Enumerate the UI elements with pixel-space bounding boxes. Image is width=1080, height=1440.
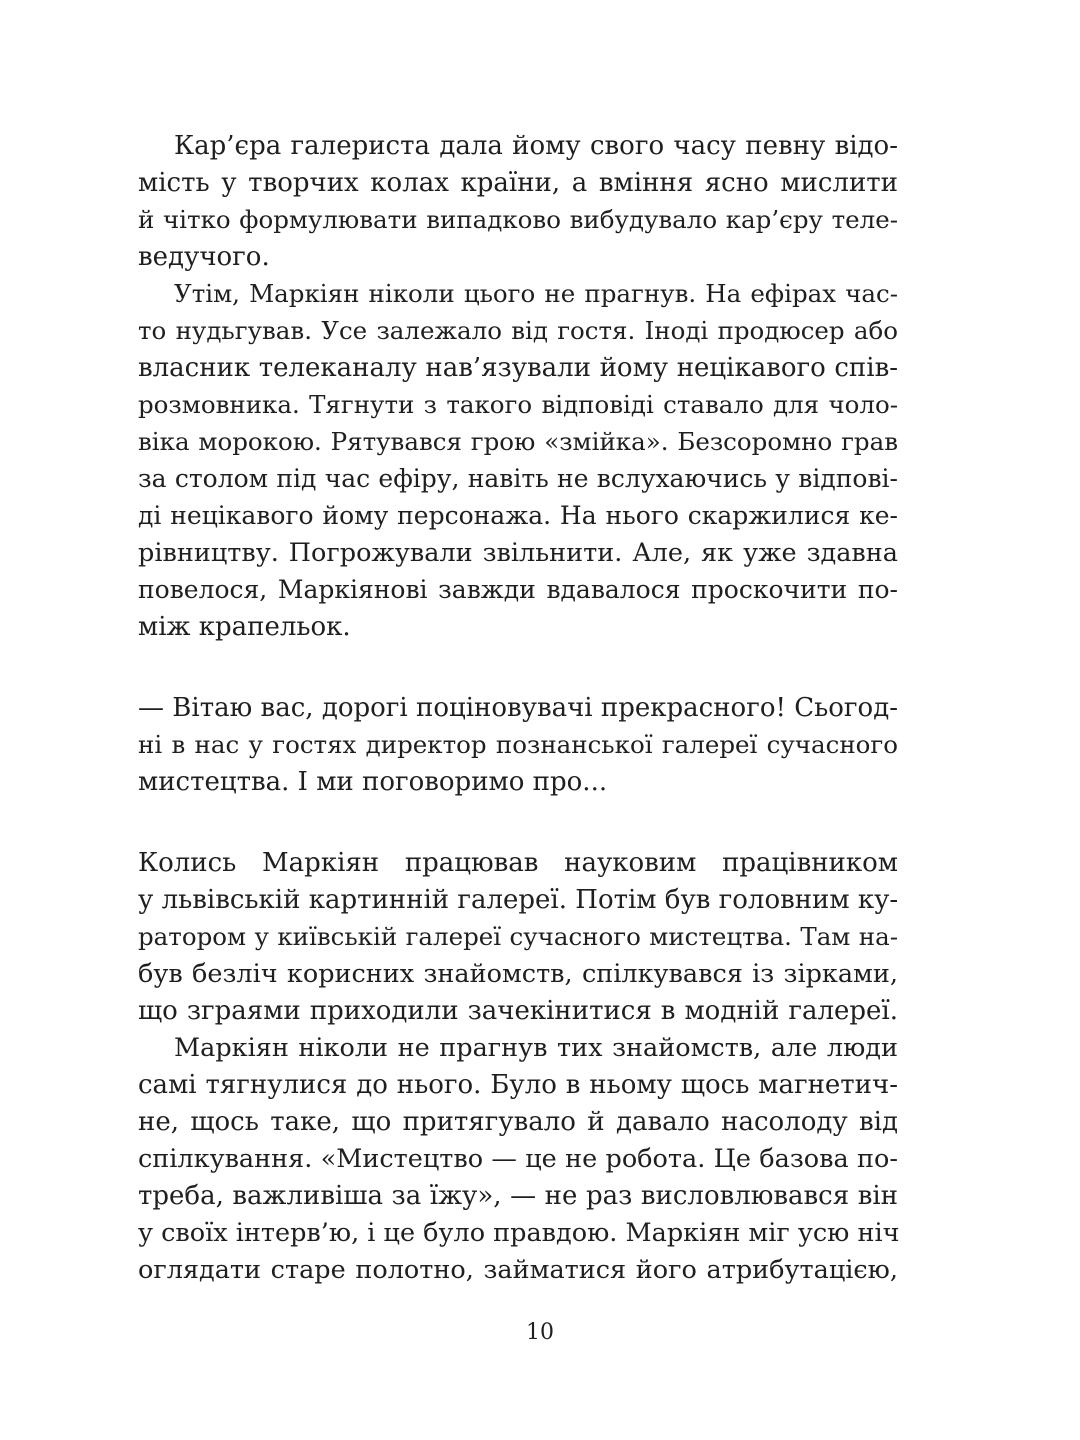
- text-line: Кар’єра галериста дала йому свого часу певну відо-: [174, 131, 898, 161]
- text-line: мистецтва. І ми поговоримо про...: [138, 767, 608, 797]
- text-line: ні в нас у гостях директор познанської галереї сучасного: [138, 730, 898, 759]
- text-line: Колись Маркіян працював науковим працівником: [138, 848, 898, 878]
- text-line: треба, важливіша за їжу», — не раз висловлювався він: [138, 1181, 898, 1211]
- text-line: мість у творчих колах країни, а вміння ясно мислити: [138, 168, 898, 198]
- text-line: у своїх інтерв’ю, і це було правдою. Маркіян міг усю ніч: [138, 1218, 900, 1248]
- text-line: у львівській картинній галереї. Потім був головним ку-: [138, 885, 899, 915]
- text-line: Маркіян ніколи не прагнув тих знайомств, але люди: [174, 1033, 898, 1063]
- text-line: рівництву. Погрожували звільнити. Але, як уже здавна: [138, 538, 898, 568]
- page-number: 10: [526, 1320, 554, 1345]
- text-line: ратором у київській галереї сучасного мистецтва. Там на-: [138, 922, 898, 951]
- text-line: самі тягнулися до нього. Було в ньому щось магнетич-: [138, 1070, 898, 1100]
- text-line: віка морокою. Рятувався грою «змійка». Безсоромно грав: [138, 427, 898, 456]
- text-line: повелося, Маркіянові завжди вдавалося проскочити по-: [138, 575, 898, 604]
- text-line: не, щось таке, що притягувало й давало насолоду від: [138, 1107, 898, 1137]
- text-line: розмовника. Тягнути з такого відповіді ставало для чоло-: [138, 390, 898, 419]
- text-line: ведучого.: [138, 242, 270, 272]
- text-line: власник телеканалу нав’язували йому нецікавого спів-: [138, 353, 898, 383]
- text-line: за столом під час ефіру, навіть не вслухаючись у відпові-: [138, 464, 898, 493]
- text-line: між крапельок.: [138, 612, 351, 642]
- text-line: спілкування. «Мистецтво — це не робота. Це базова по-: [138, 1144, 898, 1174]
- text-line: — Вітаю вас, дорогі поціновувачі прекрасного! Сьогод-: [138, 693, 898, 723]
- text-line: що зграями приходили зачекінитися в модній галереї.: [138, 996, 898, 1026]
- text-line: оглядати старе полотно, займатися його атрибутацією,: [138, 1255, 898, 1285]
- text-line: був безліч корисних знайомств, спілкувався із зірками,: [138, 959, 898, 989]
- text-line: Утім, Маркіян ніколи цього не прагнув. На ефірах час-: [174, 279, 898, 308]
- text-line: й чітко формулювати випадково вибудувало кар’єру теле-: [138, 205, 898, 234]
- text-line: ді нецікавого йому персонажа. На нього скаржилися ке-: [138, 501, 898, 530]
- text-line: то нудьгував. Усе залежало від гостя. Іноді продюсер або: [138, 316, 898, 345]
